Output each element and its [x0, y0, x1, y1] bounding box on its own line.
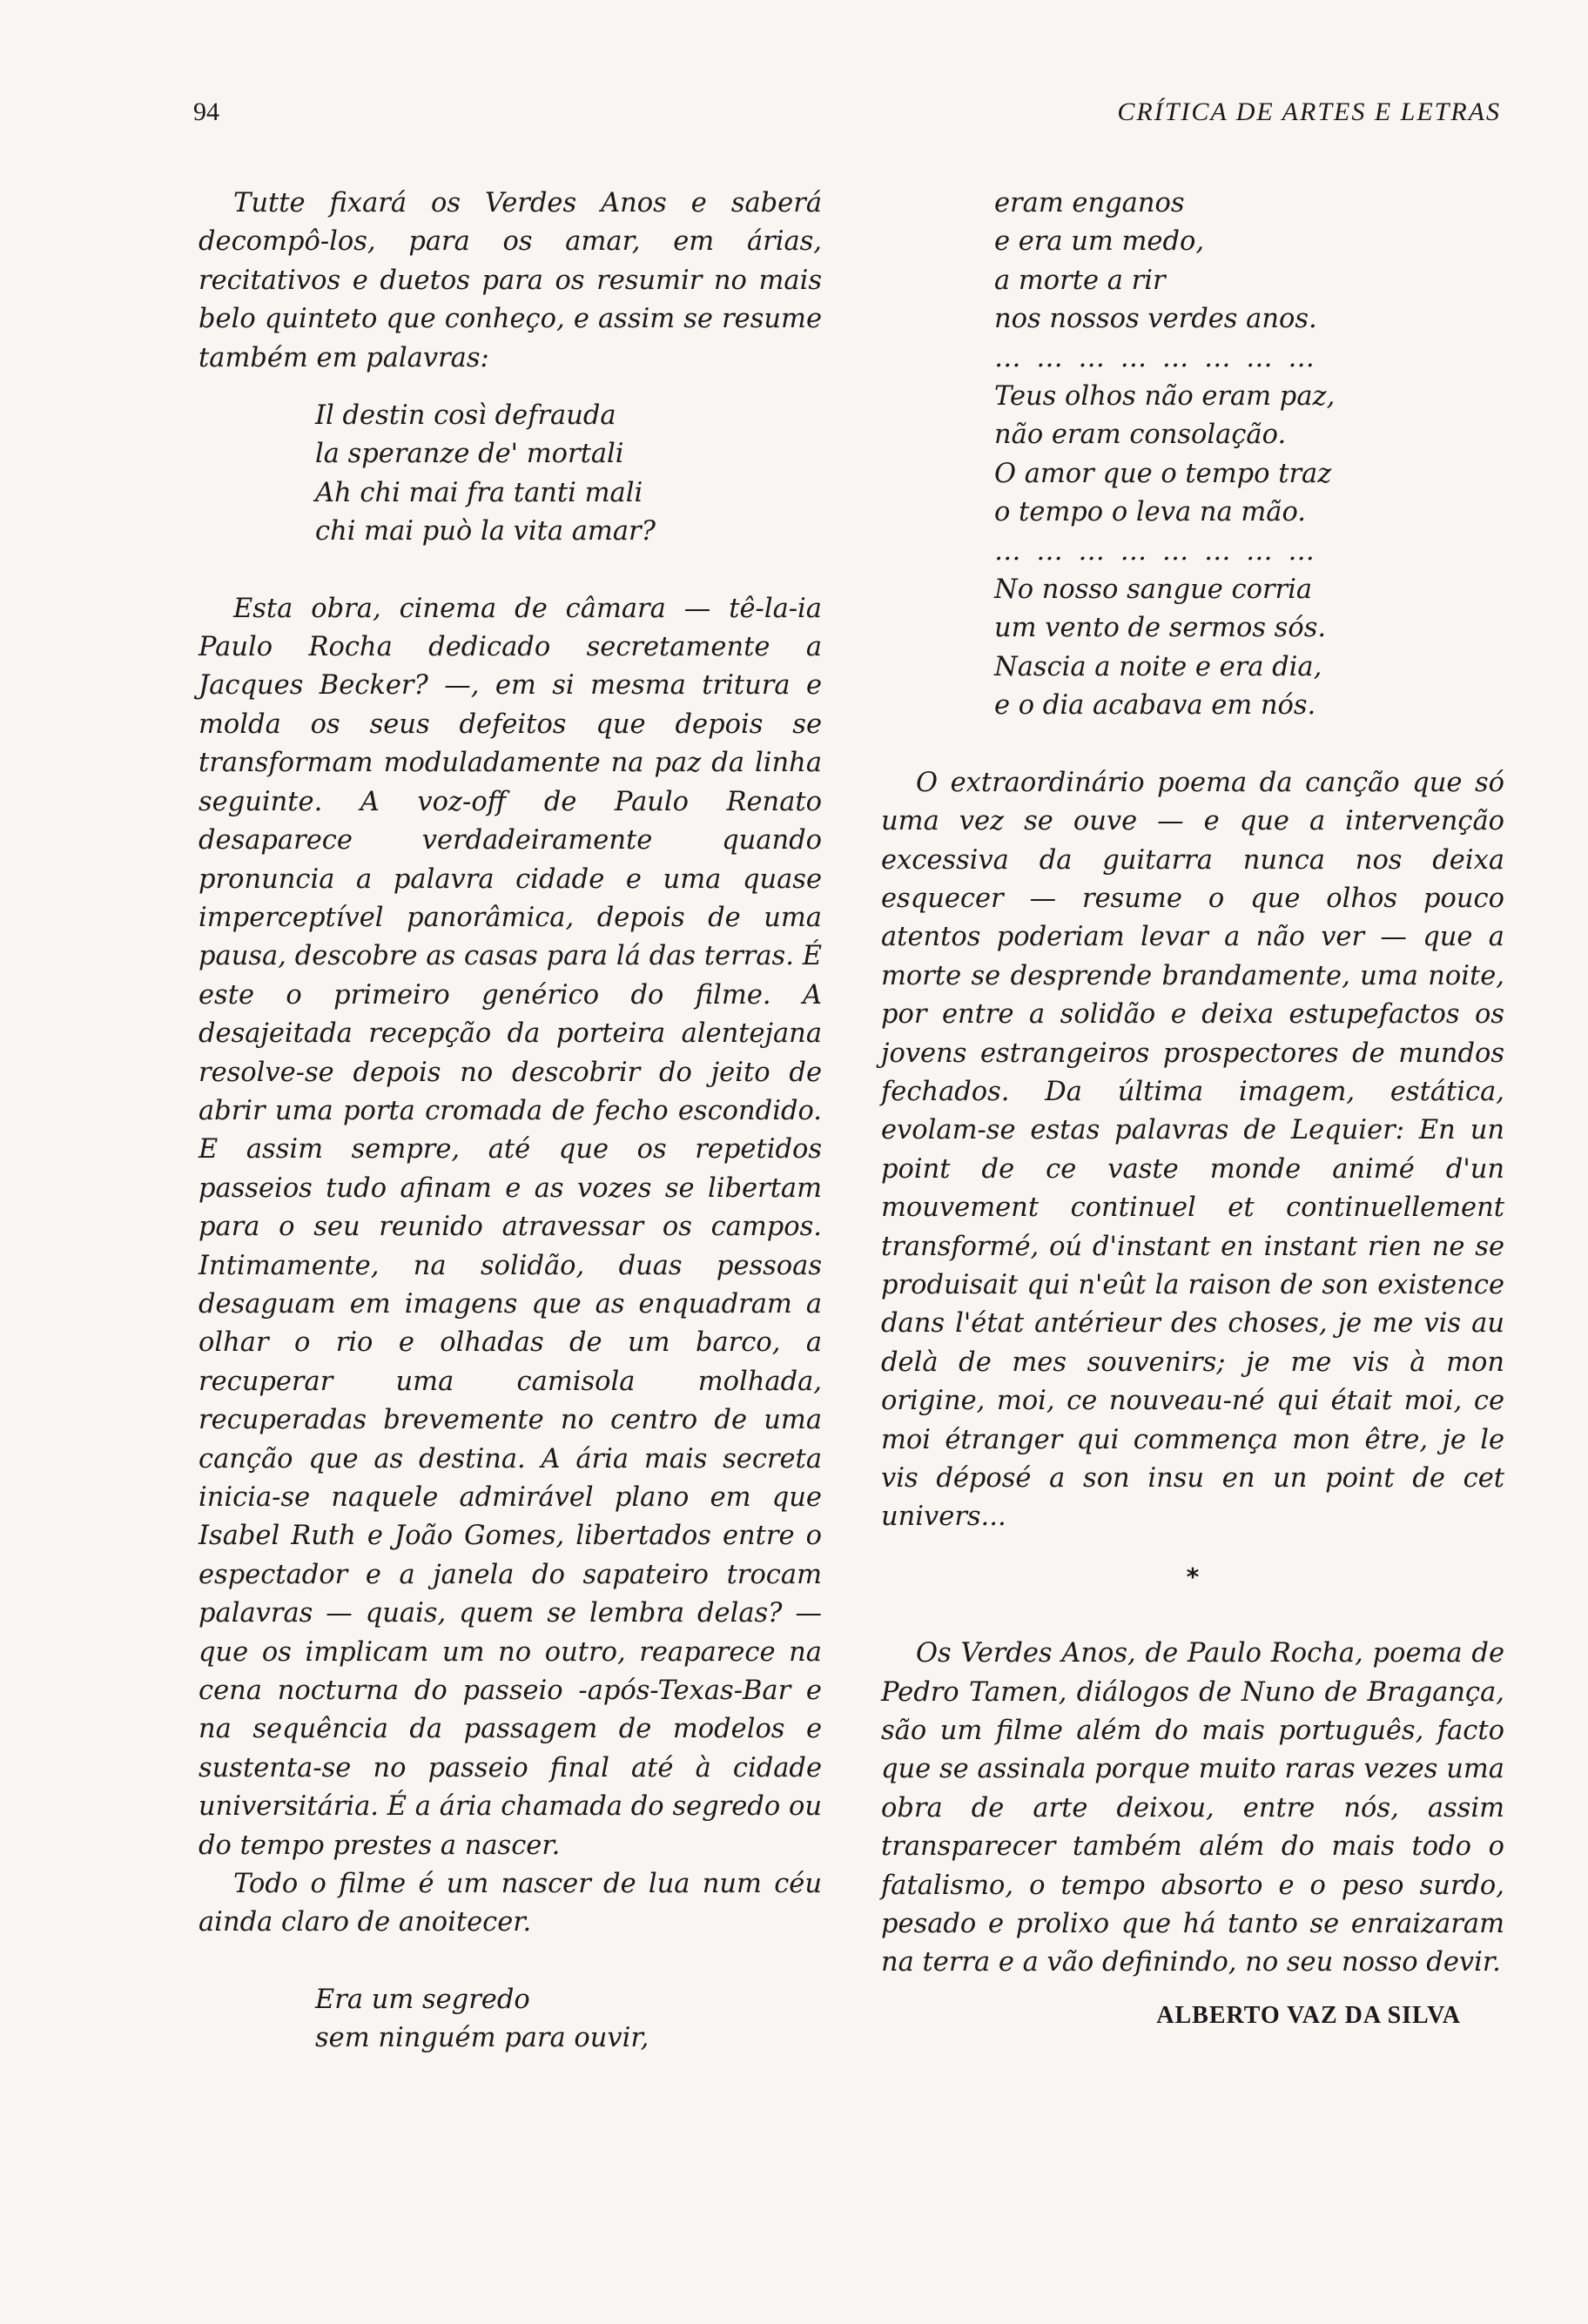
running-title: CRÍTICA DE ARTES E LETRAS	[1117, 97, 1501, 126]
verse-line: não eram consolação.	[994, 420, 1287, 451]
song-verse-a	[994, 185, 1504, 378]
section-asterisk: *	[1186, 1562, 1200, 1591]
ellipsis-separator: … … … … … … … …	[994, 535, 1318, 567]
italian-verse	[315, 397, 822, 552]
paragraph-moon: Todo o filme é um nascer de lua num céu ainda claro de anoitecer.	[198, 1869, 822, 1938]
song-verse-start	[315, 1981, 822, 2059]
verse-line: chi mai può la vita amar?	[315, 516, 656, 547]
paragraph-main: Esta obra, cinema de câmara — tê-la-ia Paulo Rocha dedicado secretamente a Jacques Becker? —, em si mesma tritura e molda os seus defeitos que depois se transformam moduladamente na paz da linha seguinte. A voz-off de Paulo Renato desaparece verdadeiramente quando pronuncia a palavra cidade e uma quase imperceptível panorâmica, depois de uma pausa, descobre as casas para lá das terras. É este o primeiro genérico do filme. A desajeitada recepção da porteira alentejana resolve-se depois no descobrir do jeito de abrir uma porta cromada de fecho escondido. E assim sempre, até que os repetidos passeios tudo afinam e as vozes se libertam para o seu reunido atravessar os campos. Intimamente, na solidão, duas pessoas desaguam em imagens que as enquadram a olhar o rio e olhadas de um barco, a recuperar uma camisola molhada, recuperadas brevemente no centro de uma canção que as destina. A ária mais secreta inicia-se naquele admirável plano em que Isabel Ruth e João Gomes, libertados entre o espectador e a janela do sapateiro trocam palavras — quais, quem se lembra delas? — que os implicam um no outro, reaparece na cena nocturna do passeio -após-Texas-Bar e na sequência da passagem de modelos e sustenta-se no passeio final até à cidade universitária. É a ária chamada do segredo ou do tempo prestes a nascer.	[198, 593, 822, 1861]
verse-line: eram enganos	[994, 188, 1185, 218]
verse-line: Nascia a noite e era dia,	[994, 651, 1322, 682]
ellipsis-separator: … … … … … … … …	[994, 342, 1318, 373]
verse-line: e era um medo,	[994, 226, 1205, 258]
verse-line: No nosso sangue corria	[994, 574, 1313, 606]
verse-line: sem ninguém para ouvir,	[315, 2023, 649, 2054]
verse-line: o tempo o leva na mão.	[994, 497, 1306, 528]
paragraph-poem-analysis: O extraordinário poema da canção que só uma vez se ouve — e que a intervenção excessiva da guitarra nunca nos deixa esquecer — resume o que olhos pouco atentos poderiam levar a não ver — que a morte se desprende brandamente, uma noite, por entre a solidão e deixa estupefactos os jovens estrangeiros prospectores de mundos fechados. Da última imagem, estática, evolam-se estas palavras de Lequier: En un point de ce vaste monde animé d'un mouvement continuel et continuellement transformé, oú d'instant en instant rien ne se produisait qui n'eût la raison de son existence dans l'état antérieur des choses, je me vis au delà de mes souvenirs; je me vis à mon origine, moi, ce nouveau-né qui était moi, ce moi étranger qui commença mon être, je le vis déposé a son insu en un point de cet univers...	[881, 767, 1504, 1533]
spacer	[881, 726, 1504, 764]
verse-line: Teus olhos não eram paz,	[994, 381, 1336, 413]
song-verse-b	[994, 378, 1504, 571]
left-column	[198, 185, 822, 2059]
paragraph-conclusion: Os Verdes Anos, de Paulo Rocha, poema de Pedro Tamen, diálogos de Nuno de Bragança, são um filme além do mais português, facto que se assinala porque muito raras vezes uma obra de arte deixou, entre nós, assim transparecer também além do mais todo o fatalismo, o tempo absorto e o peso surdo, pesado e prolixo que há tanto se enraizaram na terra e a vão definindo, no seu nosso devir.	[881, 1638, 1504, 1978]
verse-line: la speranze de' mortali	[315, 439, 624, 470]
verse-line: Era um segredo	[315, 1984, 530, 2015]
verse-line: um vento de sermos sós.	[994, 613, 1327, 644]
verse-line: a morte a rir	[994, 265, 1166, 296]
verse-line: O amor que o tempo traz	[994, 458, 1332, 489]
verse-line: Il destin così defrauda	[315, 400, 616, 432]
right-column	[881, 185, 1504, 2035]
verse-line: nos nossos verdes anos.	[994, 304, 1317, 335]
verse-line: Ah chi mai fra tanti mali	[315, 477, 643, 508]
page-header	[193, 97, 1501, 150]
verse-line: e o dia acabava em nós.	[994, 690, 1316, 722]
page-number: 94	[193, 97, 219, 126]
song-verse-c	[994, 571, 1504, 726]
paragraph-intro: Tutte fixará os Verdes Anos e saberá decompô-los, para os amar, em árias, recitativos e duetos para os resumir no mais belo quinteto que conheço, e assim se resume também em palavras:	[198, 188, 822, 373]
author-signature: ALBERTO VAZ DA SILVA	[1156, 2001, 1461, 2029]
